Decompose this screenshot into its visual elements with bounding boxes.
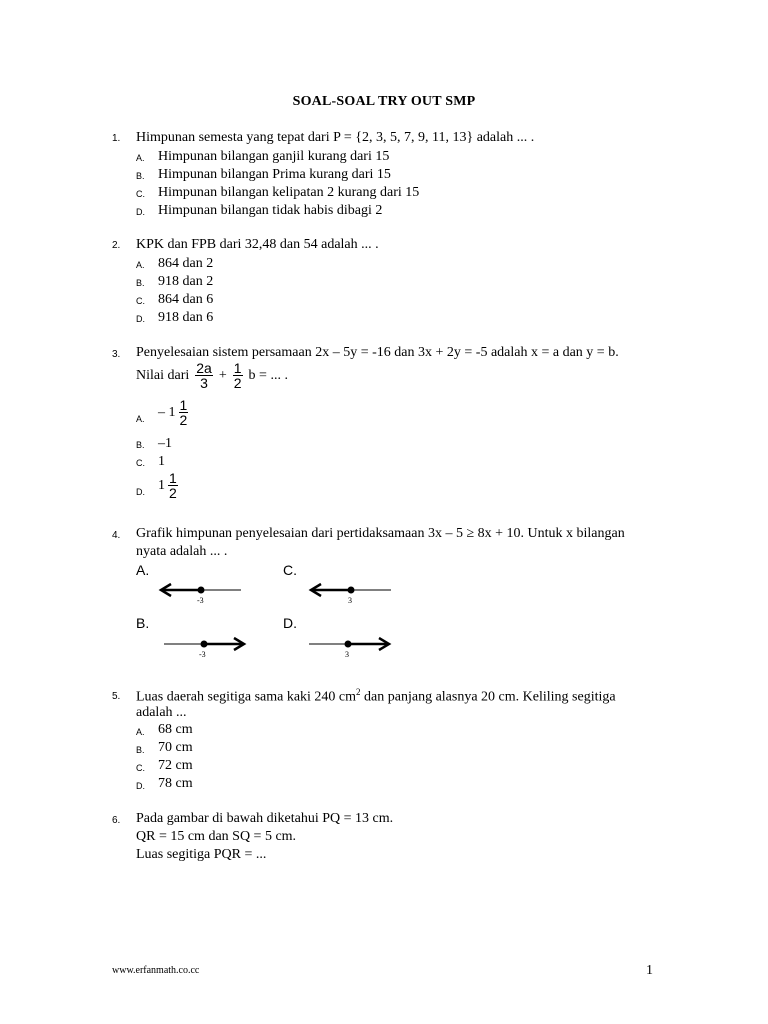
option-mixed-number bbox=[158, 471, 178, 500]
option-label: B. bbox=[136, 278, 145, 288]
mixed-whole: 1 bbox=[158, 477, 165, 493]
expression-suffix: b = ... . bbox=[248, 367, 288, 383]
footer-url: www.erfanmath.co.cc bbox=[112, 965, 200, 976]
option-mixed-number bbox=[158, 398, 188, 427]
option-label: C. bbox=[136, 763, 145, 773]
question-number: 4. bbox=[112, 530, 121, 541]
expression-prefix: Nilai dari bbox=[136, 367, 190, 383]
option-text: Himpunan bilangan Prima kurang dari 15 bbox=[158, 167, 391, 182]
question-text: adalah ... bbox=[136, 705, 187, 720]
option-label: C. bbox=[136, 296, 145, 306]
figure-label: B. bbox=[136, 615, 150, 631]
question-text: Pada gambar di bawah diketahui PQ = 13 cm. bbox=[136, 811, 394, 826]
option-text: –1 bbox=[158, 436, 172, 451]
fraction bbox=[168, 471, 178, 500]
option-text: 78 cm bbox=[158, 776, 193, 791]
page-number: 1 bbox=[646, 963, 653, 978]
option-label: B. bbox=[136, 745, 145, 755]
option-text: 864 dan 6 bbox=[158, 292, 214, 307]
option-label: A. bbox=[136, 260, 145, 270]
tick-label: -3 bbox=[199, 650, 206, 659]
question-text: Himpunan semesta yang tepat dari P = {2, 3, 5, 7, 9, 11, 13} adalah ... . bbox=[136, 130, 535, 145]
option-label: C. bbox=[136, 189, 145, 199]
fraction-denominator: 2 bbox=[233, 375, 242, 391]
question-expression bbox=[136, 361, 288, 390]
fraction bbox=[195, 361, 213, 390]
option-text: Himpunan bilangan tidak habis dibagi 2 bbox=[158, 203, 383, 218]
option-label: B. bbox=[136, 440, 145, 450]
option-label: C. bbox=[136, 458, 145, 468]
option-label: A. bbox=[136, 153, 145, 163]
question-number: 3. bbox=[112, 349, 121, 360]
option-text: 918 dan 2 bbox=[158, 274, 214, 289]
option-text: 1 bbox=[158, 454, 165, 469]
option-text: Himpunan bilangan ganjil kurang dari 15 bbox=[158, 149, 390, 164]
question-text: Penyelesaian sistem persamaan 2x – 5y = -16 dan 3x + 2y = -5 adalah x = a dan y = b. bbox=[136, 345, 619, 360]
option-label: D. bbox=[136, 781, 145, 791]
fraction-denominator: 3 bbox=[200, 375, 208, 391]
question-text bbox=[136, 687, 616, 706]
plus-sign: + bbox=[218, 367, 227, 383]
fraction-numerator: 1 bbox=[169, 470, 177, 486]
option-text: 68 cm bbox=[158, 722, 193, 737]
option-text: 918 dan 6 bbox=[158, 310, 214, 325]
figure-label: D. bbox=[283, 615, 297, 631]
option-label: A. bbox=[136, 414, 145, 424]
question-text: Grafik himpunan penyelesaian dari pertidaksamaan 3x – 5 ≥ 8x + 10. Untuk x bilangan bbox=[136, 526, 625, 541]
option-label: D. bbox=[136, 314, 145, 324]
tick-label: 3 bbox=[345, 650, 349, 659]
fraction-numerator: 1 bbox=[233, 360, 242, 376]
question-text: QR = 15 cm dan SQ = 5 cm. bbox=[136, 829, 297, 844]
question-number: 1. bbox=[112, 133, 121, 144]
question-text: KPK dan FPB dari 32,48 dan 54 adalah ... . bbox=[136, 237, 379, 252]
figure-label: A. bbox=[136, 562, 150, 578]
page-title: SOAL-SOAL TRY OUT SMP bbox=[292, 94, 476, 109]
option-label: D. bbox=[136, 487, 145, 497]
figure-label: C. bbox=[283, 562, 297, 578]
option-text: 72 cm bbox=[158, 758, 193, 773]
option-text: Himpunan bilangan kelipatan 2 kurang dari 15 bbox=[158, 185, 420, 200]
question-text-part: dan panjang alasnya 20 cm. Keliling segitiga bbox=[360, 689, 616, 705]
fraction bbox=[179, 398, 189, 427]
question-number: 5. bbox=[112, 691, 121, 702]
option-text: 70 cm bbox=[158, 740, 193, 755]
mixed-whole: – 1 bbox=[158, 404, 176, 420]
option-text: 864 dan 2 bbox=[158, 256, 214, 271]
fraction-numerator: 1 bbox=[179, 397, 188, 413]
option-label: D. bbox=[136, 207, 145, 217]
tick-label: 3 bbox=[348, 596, 352, 605]
superscript: 2 bbox=[356, 687, 361, 697]
question-number: 2. bbox=[112, 240, 121, 251]
option-label: A. bbox=[136, 727, 145, 737]
fraction bbox=[233, 361, 243, 390]
fraction-denominator: 2 bbox=[179, 412, 188, 428]
fraction-denominator: 2 bbox=[169, 485, 177, 501]
tick-label: -3 bbox=[197, 596, 204, 605]
fraction-numerator: 2a bbox=[196, 360, 212, 376]
question-text-part: Luas daerah segitiga sama kaki 240 cm bbox=[136, 689, 357, 705]
question-text: Luas segitiga PQR = ... bbox=[136, 847, 267, 862]
question-number: 6. bbox=[112, 815, 121, 826]
question-text: nyata adalah ... . bbox=[136, 544, 228, 559]
option-label: B. bbox=[136, 171, 145, 181]
number-line-d bbox=[305, 632, 395, 662]
